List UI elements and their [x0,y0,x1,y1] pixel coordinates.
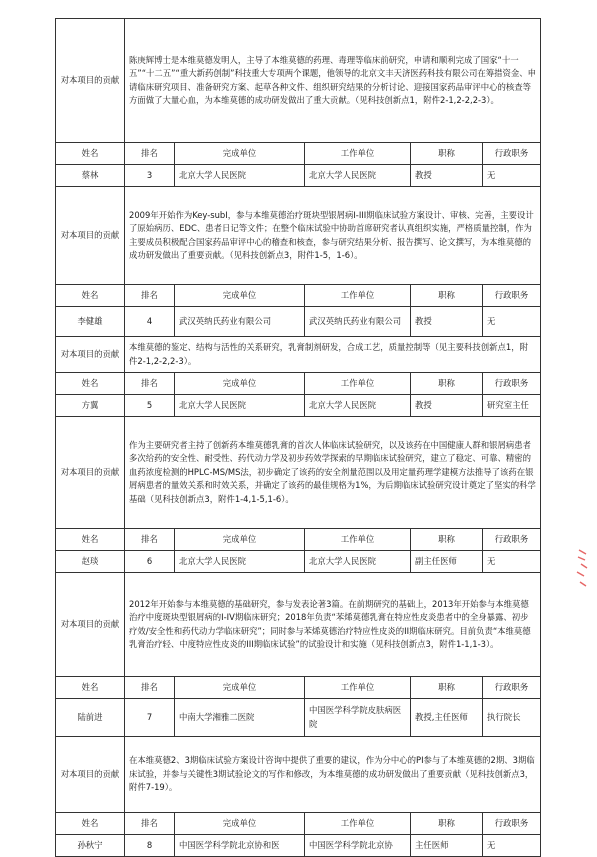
person-row [56,395,541,417]
completion-unit-cell: 武汉英纳氏药业有限公司 [175,307,305,337]
header-name-cell: 姓名 [56,529,125,551]
work-unit-cell: 中国医学科学院北京协 [305,835,411,857]
header-work-unit-cell: 工作单位 [305,813,411,835]
header-title-cell: 职称 [411,677,483,699]
rank-cell: 6 [125,551,175,573]
name-cell: 方翼 [56,395,125,417]
name-cell: 蔡林 [56,165,125,187]
header-name-cell: 姓名 [56,373,125,395]
title-cell: 副主任医师 [411,551,483,573]
completion-unit-cell: 北京大学人民医院 [175,165,305,187]
header-rank-cell: 排名 [125,677,175,699]
person-row [56,307,541,337]
admin-post-cell: 研究室主任 [483,395,541,417]
contribution-text: 作为主要研究者主持了创新药本维莫德乳膏的首次人体临床试验研究，以及该药在中国健康人群和银屑病患者多次给药的安全性、耐受性、药代动力学及初步药效学探索的早期临床试验研究，建立了稳定、可靠、精密的血药浓度检测的HPLC-MS/MS法，初步确定了该药的安全剂量范围以及用定量药理学建模方法推导了该药在银屑病患者的量效关系和时效关系，并确定了该药的最佳规格为1%，为后期临床试验研究设计奠定了坚实的科学基础（见科技创新点3，附件1-4,1-5,1-6）。 [125,417,541,529]
contribution-row [56,337,541,373]
contribution-label: 对本项目的贡献 [56,573,125,677]
title-cell: 教授 [411,395,483,417]
contribution-label: 对本项目的贡献 [56,187,125,285]
header-row [56,529,541,551]
header-work-unit-cell: 工作单位 [305,529,411,551]
title-cell: 教授,主任医师 [411,699,483,737]
work-unit-cell: 北京大学人民医院 [305,551,411,573]
red-stamp-fragment [575,546,589,592]
header-row [56,143,541,165]
header-row [56,285,541,307]
header-admin-post-cell: 行政职务 [483,285,541,307]
header-completion-unit-cell: 完成单位 [175,813,305,835]
contribution-row [56,417,541,529]
person-row [56,551,541,573]
work-unit-cell: 北京大学人民医院 [305,395,411,417]
header-completion-unit-cell: 完成单位 [175,529,305,551]
work-unit-cell: 北京大学人民医院 [305,165,411,187]
rank-cell: 7 [125,699,175,737]
admin-post-cell: 执行院长 [483,699,541,737]
person-row [56,165,541,187]
header-admin-post-cell: 行政职务 [483,677,541,699]
admin-post-cell: 无 [483,307,541,337]
completion-unit-cell: 中国医学科学院北京协和医 [175,835,305,857]
header-name-cell: 姓名 [56,677,125,699]
header-title-cell: 职称 [411,813,483,835]
contribution-label: 对本项目的贡献 [56,417,125,529]
completion-unit-cell: 中南大学湘雅二医院 [175,699,305,737]
header-row [56,373,541,395]
header-admin-post-cell: 行政职务 [483,529,541,551]
contribution-label: 对本项目的贡献 [56,737,125,813]
name-cell: 赵琰 [56,551,125,573]
header-work-unit-cell: 工作单位 [305,677,411,699]
name-cell: 李健雄 [56,307,125,337]
work-unit-cell: 中国医学科学院皮肤病医院 [305,699,411,737]
contributors-table [55,18,541,857]
header-work-unit-cell: 工作单位 [305,373,411,395]
admin-post-cell: 无 [483,835,541,857]
contribution-text: 本维莫德的鉴定、结构与活性的关系研究，乳膏制剂研发，合成工艺，质量控制等（见主要科技创新点1，附件2-1,2-2,2-3）。 [125,337,541,373]
contribution-text: 在本维莫德2、3期临床试验方案设计咨询中提供了重要的建议，作为分中心的PI参与了本维莫德的2期、3期临床试验，并参与关键性3期试验论文的写作和修改，为本维莫德的成功研发做出了重要贡献（见科技创新点3，附件7-19）。 [125,737,541,813]
header-title-cell: 职称 [411,143,483,165]
header-row [56,677,541,699]
header-work-unit-cell: 工作单位 [305,285,411,307]
title-cell: 主任医师 [411,835,483,857]
header-completion-unit-cell: 完成单位 [175,285,305,307]
name-cell: 孙秋宁 [56,835,125,857]
header-name-cell: 姓名 [56,285,125,307]
header-title-cell: 职称 [411,373,483,395]
header-title-cell: 职称 [411,529,483,551]
contribution-row [56,19,541,143]
header-admin-post-cell: 行政职务 [483,143,541,165]
person-row [56,699,541,737]
header-rank-cell: 排名 [125,285,175,307]
rank-cell: 3 [125,165,175,187]
header-name-cell: 姓名 [56,813,125,835]
contribution-row [56,737,541,813]
person-row [56,835,541,857]
work-unit-cell: 武汉英纳氏药业有限公司 [305,307,411,337]
header-rank-cell: 排名 [125,143,175,165]
completion-unit-cell: 北京大学人民医院 [175,551,305,573]
header-title-cell: 职称 [411,285,483,307]
admin-post-cell: 无 [483,165,541,187]
rank-cell: 4 [125,307,175,337]
rank-cell: 8 [125,835,175,857]
contribution-text: 2012年开始参与本维莫德的基础研究，参与发表论著3篇。在前期研究的基础上，2013年开始参与本维莫德治疗中度斑块型银屑病的I-IV期临床研究；2018年负责“苯烯莫德乳膏在特应性皮炎患者中的全身暴露、初步疗效/安全性和药代动力学临床研究”；同时参与苯烯莫德治疗特应性皮炎的II期临床研究。目前负责“本维莫德乳膏治疗轻、中度特应性皮炎的III期临床试验”的试验设计和实施（见科技创新点3，附件1-1,1-3）。 [125,573,541,677]
name-cell: 陆前进 [56,699,125,737]
header-completion-unit-cell: 完成单位 [175,373,305,395]
header-admin-post-cell: 行政职务 [483,813,541,835]
contribution-row [56,573,541,677]
header-rank-cell: 排名 [125,529,175,551]
header-admin-post-cell: 行政职务 [483,373,541,395]
header-rank-cell: 排名 [125,373,175,395]
title-cell: 教授 [411,307,483,337]
contribution-row [56,187,541,285]
title-cell: 教授 [411,165,483,187]
contribution-text: 2009年开始作为Key-subI，参与本维莫德治疗斑块型银屑病I-III期临床试验方案设计、审核、完善，主要设计了原始病历、EDC、患者日记等文件；在整个临床试验中协助首席研究者认真组织实施，严格质量控制，作为主要成员积极配合国家药品审评中心的稽查和核查，参与研究结果分析、报告撰写、论文撰写，为本维莫德的成功研发做出了重要贡献。（见科技创新点3，附件1-5，1-6）。 [125,187,541,285]
completion-unit-cell: 北京大学人民医院 [175,395,305,417]
contribution-text: 陈庚辉博士是本维莫德发明人，主导了本维莫德的药理、毒理等临床前研究，申请和顺利完成了国家“十一五”“十二五”“重大新药创制”科技重大专项两个课题，他领导的北京文丰天济医药科技有限公司在筹措资金、申请临床研究项目、准备研究方案、起草各种文件、组织研究结果的分析讨论、迎接国家药品审评中心的核查等方面做了大量心血，为本维莫德的成功研发做出了重大贡献。（见科技创新点1，附件2-1,2-2,2-3）。 [125,19,541,143]
header-rank-cell: 排名 [125,813,175,835]
header-completion-unit-cell: 完成单位 [175,677,305,699]
rank-cell: 5 [125,395,175,417]
header-row [56,813,541,835]
header-completion-unit-cell: 完成单位 [175,143,305,165]
contribution-label: 对本项目的贡献 [56,337,125,373]
header-work-unit-cell: 工作单位 [305,143,411,165]
admin-post-cell: 无 [483,551,541,573]
contribution-label: 对本项目的贡献 [56,19,125,143]
header-name-cell: 姓名 [56,143,125,165]
